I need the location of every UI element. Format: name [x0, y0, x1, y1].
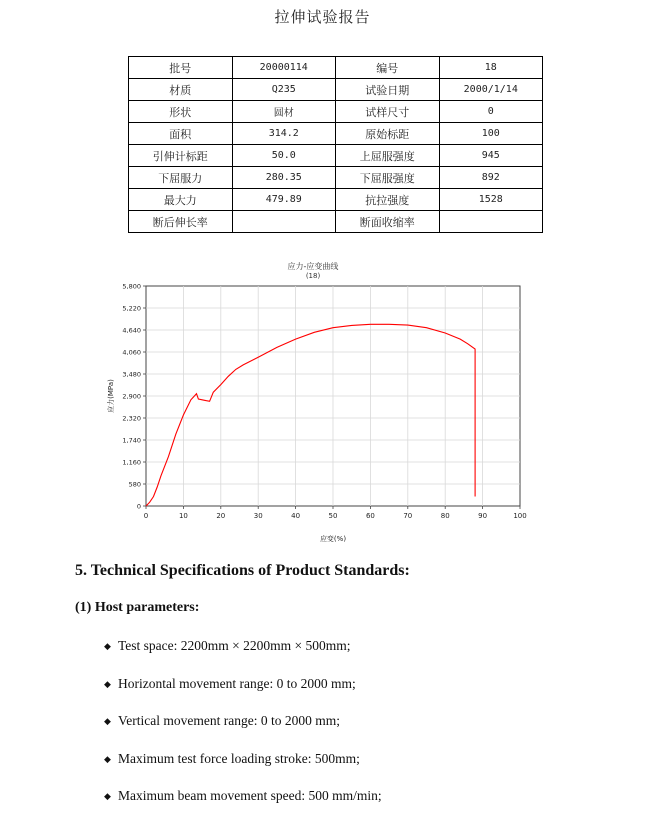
y-tick-label: 0	[136, 502, 141, 511]
field-label: 最大力	[129, 189, 233, 211]
y-tick-label: 580	[128, 480, 141, 489]
x-tick-label: 90	[478, 512, 488, 520]
field-label: 断后伸长率	[129, 211, 233, 233]
x-tick-label: 0	[143, 512, 149, 520]
field-label: 下屈服强度	[336, 167, 440, 189]
x-tick-label: 100	[513, 512, 527, 520]
field-label: 原始标距	[336, 123, 440, 145]
bullet-diamond-icon: ◆	[104, 716, 111, 726]
list-item	[104, 676, 382, 714]
y-tick-label: 1,740	[122, 436, 141, 445]
y-tick-label: 4,640	[122, 326, 141, 335]
list-item	[104, 751, 382, 789]
x-tick-label: 20	[216, 512, 226, 520]
x-axis-label: 应变(%)	[319, 535, 347, 543]
field-value: 479.89	[232, 189, 336, 211]
bullet-diamond-icon: ◆	[104, 753, 111, 764]
field-value: Q235	[232, 79, 336, 101]
section-subheading: (1) Host parameters:	[75, 600, 200, 615]
y-tick-label: 2,320	[122, 414, 141, 423]
y-tick-label: 2,900	[122, 392, 141, 401]
x-tick-label: 30	[253, 512, 263, 520]
field-label: 试样尺寸	[336, 101, 440, 123]
field-label: 编号	[336, 57, 440, 79]
bullet-diamond-icon: ◆	[104, 678, 111, 689]
list-item-text: Vertical movement range: 0 to 2000 mm;	[118, 713, 340, 728]
field-label: 批号	[129, 57, 233, 79]
y-tick-label: 5,800	[122, 282, 141, 291]
table-row	[129, 101, 543, 123]
field-value	[232, 211, 336, 233]
x-tick-label: 70	[403, 512, 413, 520]
list-item-text: Test space: 2200mm × 2200mm × 500mm;	[118, 638, 351, 653]
x-tick-label: 50	[328, 512, 338, 520]
field-value: 圆材	[232, 101, 336, 123]
field-label: 面积	[129, 123, 233, 145]
report-table	[128, 56, 543, 233]
field-label: 材质	[129, 79, 233, 101]
list-item	[104, 713, 382, 751]
field-value: 20000114	[232, 57, 336, 79]
table-row	[129, 211, 543, 233]
table-row	[129, 145, 543, 167]
x-tick-label: 80	[440, 512, 450, 520]
field-value: 1528	[439, 189, 543, 211]
report-title: 拉伸试验报告	[274, 8, 371, 26]
field-label: 下屈服力	[129, 167, 233, 189]
x-tick-label: 10	[178, 512, 188, 520]
field-value: 314.2	[232, 123, 336, 145]
field-value: 50.0	[232, 145, 336, 167]
y-tick-label: 3,480	[122, 370, 141, 379]
bullet-diamond-icon: ◆	[104, 641, 111, 651]
stress-strain-chart	[100, 258, 540, 550]
field-label: 上屈服强度	[336, 145, 440, 167]
field-value: 280.35	[232, 167, 336, 189]
y-axis-label: 应力(MPa)	[107, 379, 115, 413]
list-item	[104, 638, 382, 676]
table-row	[129, 123, 543, 145]
y-tick-label: 5,220	[122, 304, 141, 313]
field-value	[439, 211, 543, 233]
field-value: 0	[439, 101, 543, 123]
chart-title: 应力-应变曲线	[287, 262, 339, 271]
spec-list	[104, 638, 382, 826]
field-value: 100	[439, 123, 543, 145]
table-row	[129, 57, 543, 79]
field-label: 试验日期	[336, 79, 440, 101]
field-label: 形状	[129, 101, 233, 123]
y-tick-label: 1,160	[122, 458, 141, 467]
list-item-text: Maximum beam movement speed: 500 mm/min;	[118, 788, 382, 803]
field-label: 断面收缩率	[336, 211, 440, 233]
table-row	[129, 167, 543, 189]
x-tick-label: 60	[365, 512, 375, 520]
section-heading: 5. Technical Specifications of Product Standards:	[75, 562, 410, 579]
field-label: 抗拉强度	[336, 189, 440, 211]
field-value: 2000/1/14	[439, 79, 543, 101]
bullet-diamond-icon: ◆	[104, 791, 111, 801]
field-label: 引伸计标距	[129, 145, 233, 167]
y-tick-label: 4,060	[122, 348, 141, 357]
list-item	[104, 788, 382, 826]
list-item-text: Horizontal movement range: 0 to 2000 mm;	[118, 675, 356, 691]
chart-subtitle: (18)	[305, 272, 321, 280]
table-row	[129, 189, 543, 211]
x-tick-label: 40	[291, 512, 301, 520]
field-value: 945	[439, 145, 543, 167]
table-row	[129, 79, 543, 101]
field-value: 892	[439, 167, 543, 189]
list-item-text: Maximum test force loading stroke: 500mm;	[118, 750, 360, 766]
field-value: 18	[439, 57, 543, 79]
